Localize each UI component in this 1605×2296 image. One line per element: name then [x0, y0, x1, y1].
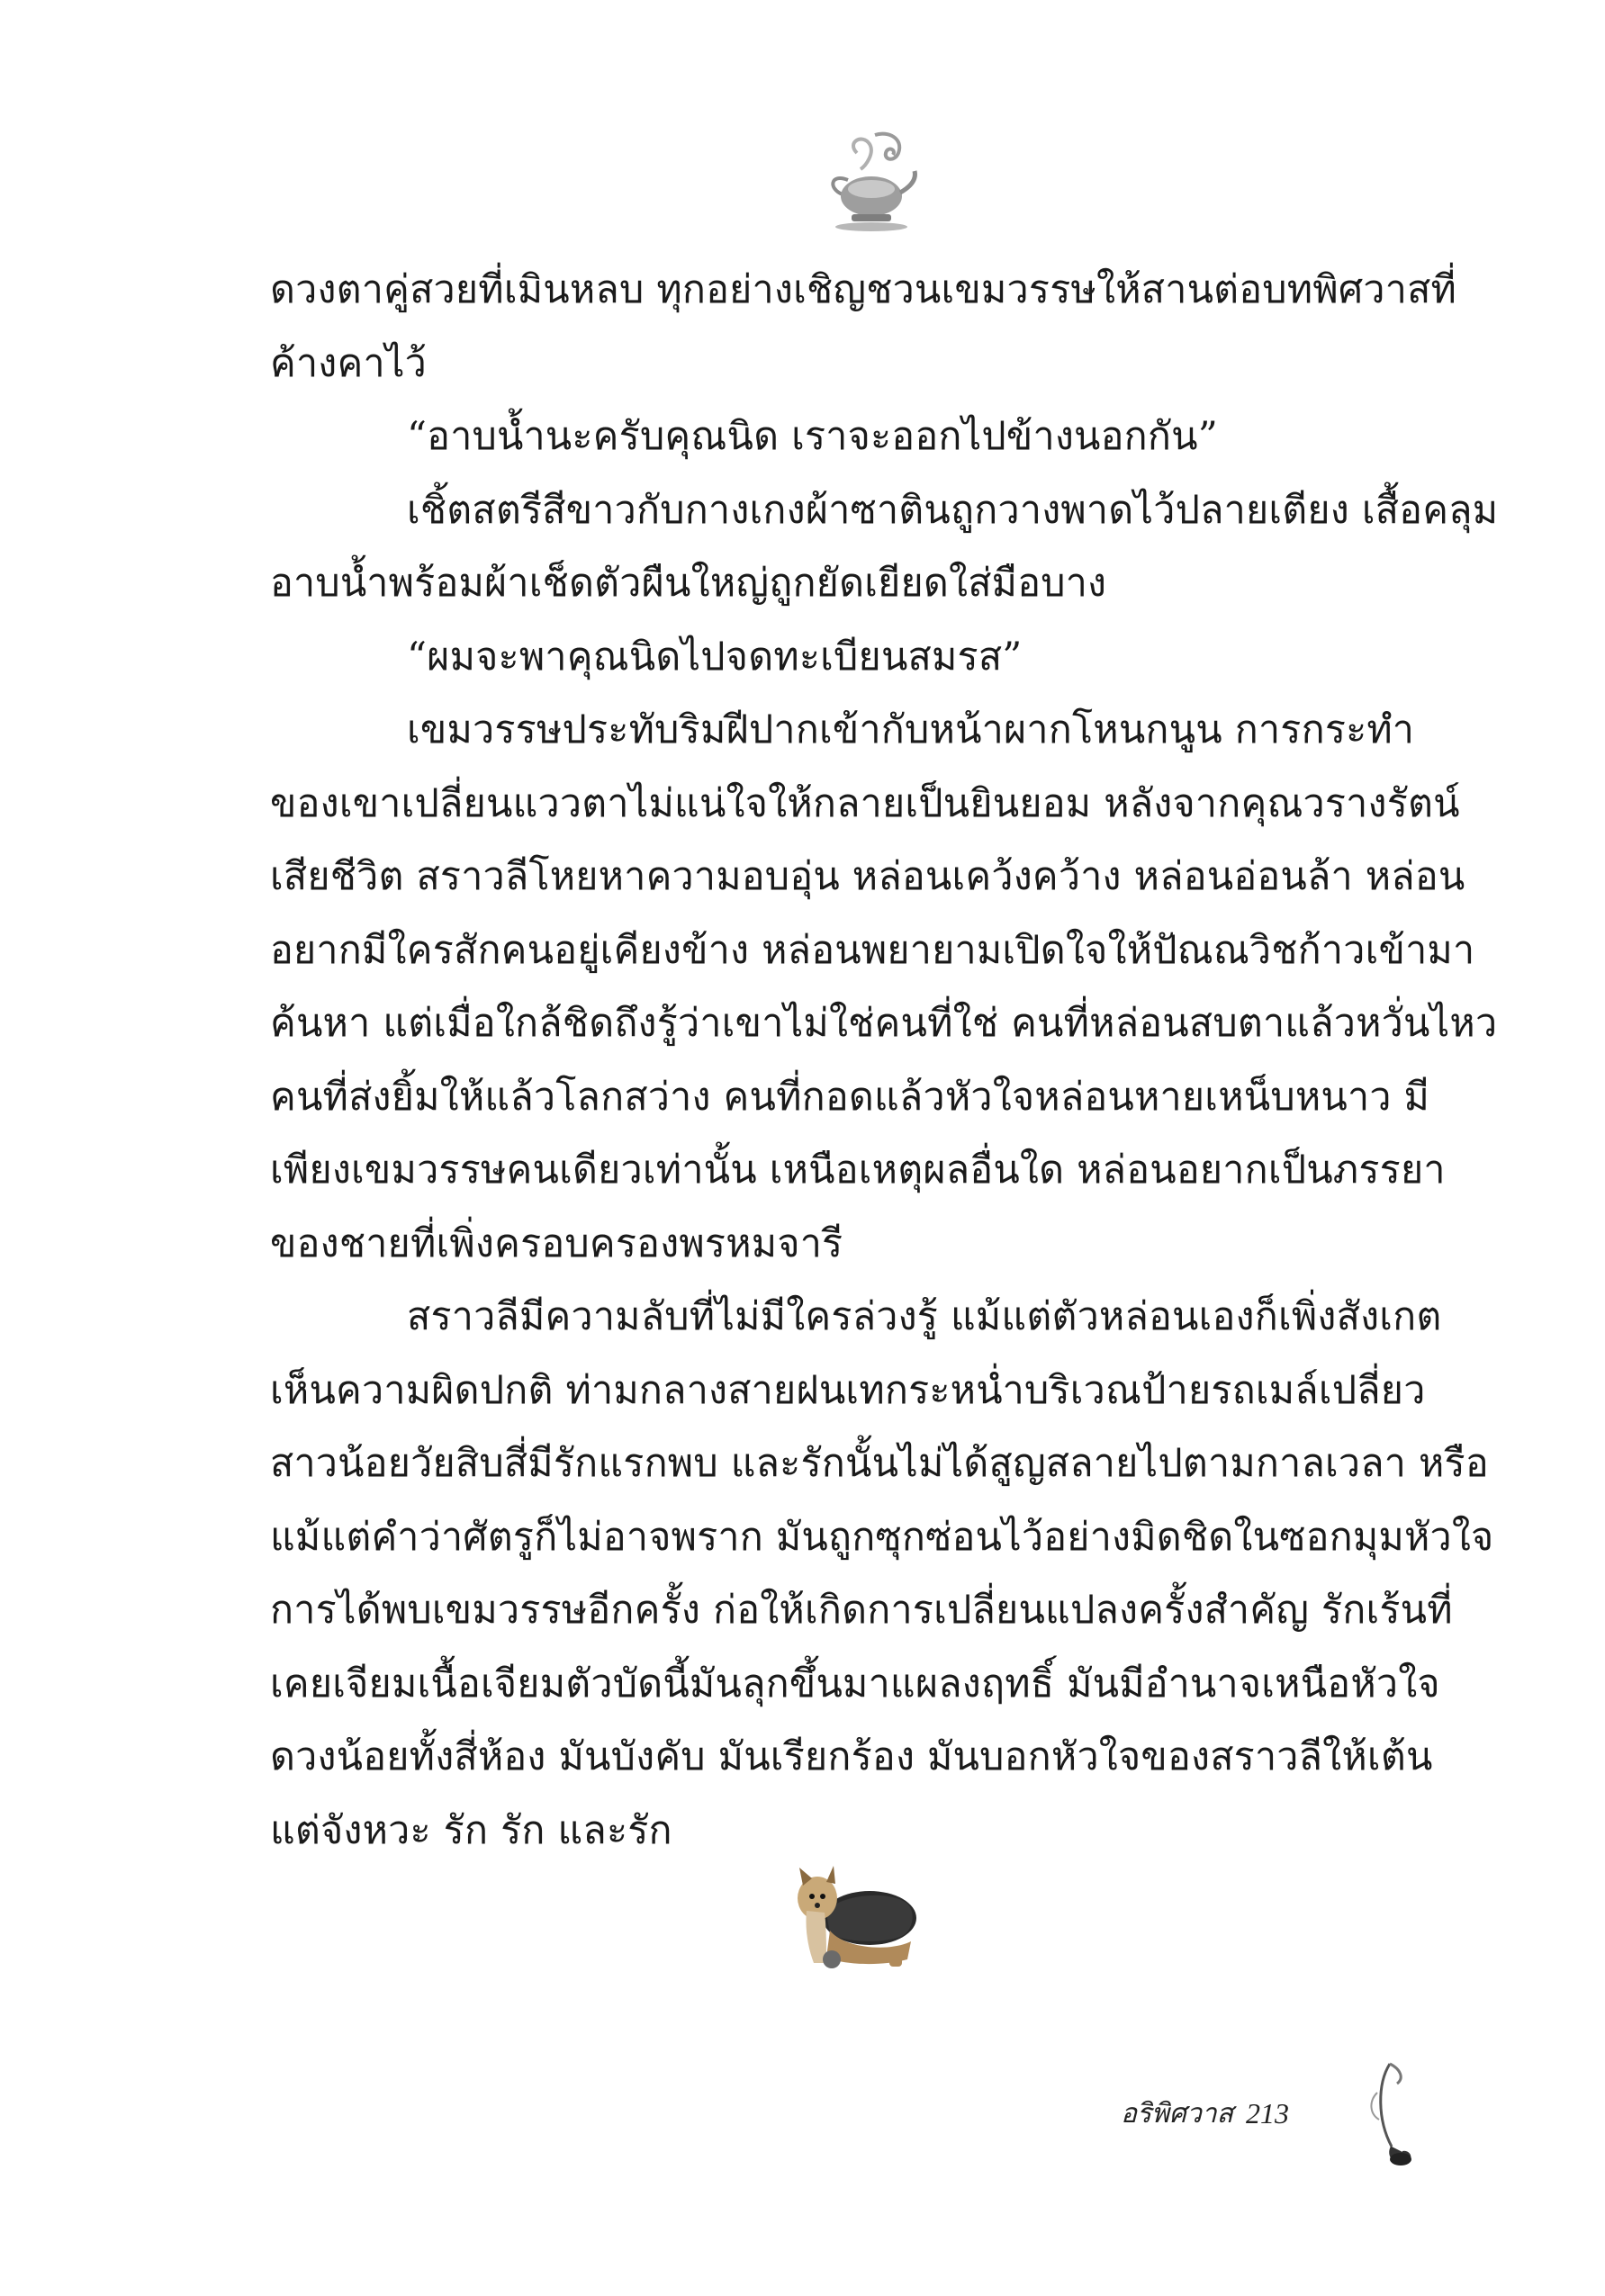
text-line: เขมวรรษประทับริมฝีปากเข้ากับหน้าผากโหนกนูน การกระทำ [407, 707, 1415, 752]
yorkshire-terrier-illustration [790, 1859, 925, 1976]
page-footer [1121, 2086, 1289, 2140]
feather-flourish-icon [1350, 2057, 1431, 2174]
text-line: ดวงตาคู่สวยที่เมินหลบ ทุกอย่างเชิญชวนเขมวรรษให้สานต่อบทพิศวาสที่ [270, 267, 1457, 312]
text-line: ของชายที่เพิ่งครอบครองพรหมจารี [270, 1220, 843, 1266]
running-title: อริพิศวาส [1121, 2097, 1233, 2129]
dialogue-line: “อาบน้ำนะครับคุณนิด เราจะออกไปข้างนอกกัน” [407, 414, 1218, 459]
text-line: แต่จังหวะ รัก รัก และรัก [270, 1807, 672, 1853]
dialogue-line: “ผมจะพาคุณนิดไปจดทะเบียนสมรส” [407, 634, 1023, 680]
text-line: อยากมีใครสักคนอยู่เคียงข้าง หล่อนพยายามเปิดใจให้ปัณณวิชก้าวเข้ามา [270, 927, 1475, 973]
text-line: คนที่ส่งยิ้มให้แล้วโลกสว่าง คนที่กอดแล้วหัวใจหล่อนหายเหน็บหนาว มี [270, 1074, 1430, 1120]
text-line: เห็นความผิดปกติ ท่ามกลางสายฝนเทกระหน่ำบริเวณป้ายรถเมล์เปลี่ยว [270, 1367, 1426, 1413]
text-line: ค้นหา แต่เมื่อใกล้ชิดถึงรู้ว่าเขาไม่ใช่คนที่ใช่ คนที่หล่อนสบตาแล้วหวั่นไหว [270, 1001, 1498, 1046]
text-line: การได้พบเขมวรรษอีกครั้ง ก่อให้เกิดการเปลี่ยนแปลงครั้งสำคัญ รักเร้นที่ [270, 1588, 1453, 1633]
text-line: เพียงเขมวรรษคนเดียวเท่านั้น เหนือเหตุผลอื่นใด หล่อนอยากเป็นภรรยา [270, 1148, 1446, 1193]
text-line: แม้แต่คำว่าศัตรูก็ไม่อาจพราก มันถูกซุกซ่อนไว้อย่างมิดชิดในซอกมุมหัวใจ [270, 1514, 1494, 1560]
text-line: เสียชีวิต สราวลีโหยหาความอบอุ่น หล่อนเคว้งคว้าง หล่อนอ่อนล้า หล่อน [270, 854, 1465, 899]
teapot-flourish-icon [821, 126, 920, 234]
text-line: เคยเจียมเนื้อเจียมตัวบัดนี้มันลุกขึ้นมาแผลงฤทธิ์ มันมีอำนาจเหนือหัวใจ [270, 1661, 1440, 1706]
text-line: ดวงน้อยทั้งสี่ห้อง มันบังคับ มันเรียกร้อง มันบอกหัวใจของสราวลีให้เต้น [270, 1734, 1433, 1779]
body-text [270, 254, 1499, 1868]
page-number: 213 [1245, 2096, 1289, 2129]
text-line: ค้างคาไว้ [270, 340, 427, 386]
text-line: ของเขาเปลี่ยนแววตาไม่แน่ใจให้กลายเป็นยินยอม หลังจากคุณวรางรัตน์ [270, 780, 1460, 826]
text-line: สราวลีมีความลับที่ไม่มีใครล่วงรู้ แม้แต่ตัวหล่อนเองก็เพิ่งสังเกต [407, 1294, 1442, 1339]
text-line: สาวน้อยวัยสิบสี่มีรักแรกพบ และรักนั้นไม่ได้สูญสลายไปตามกาลเวลา หรือ [270, 1441, 1489, 1486]
text-line: เชิ้ตสตรีสีขาวกับกางเกงผ้าซาตินถูกวางพาดไว้ปลายเตียง เสื้อคลุม [407, 487, 1499, 533]
text-line: อาบน้ำพร้อมผ้าเช็ดตัวผืนใหญ่ถูกยัดเยียดใส่มือบาง [270, 561, 1107, 606]
